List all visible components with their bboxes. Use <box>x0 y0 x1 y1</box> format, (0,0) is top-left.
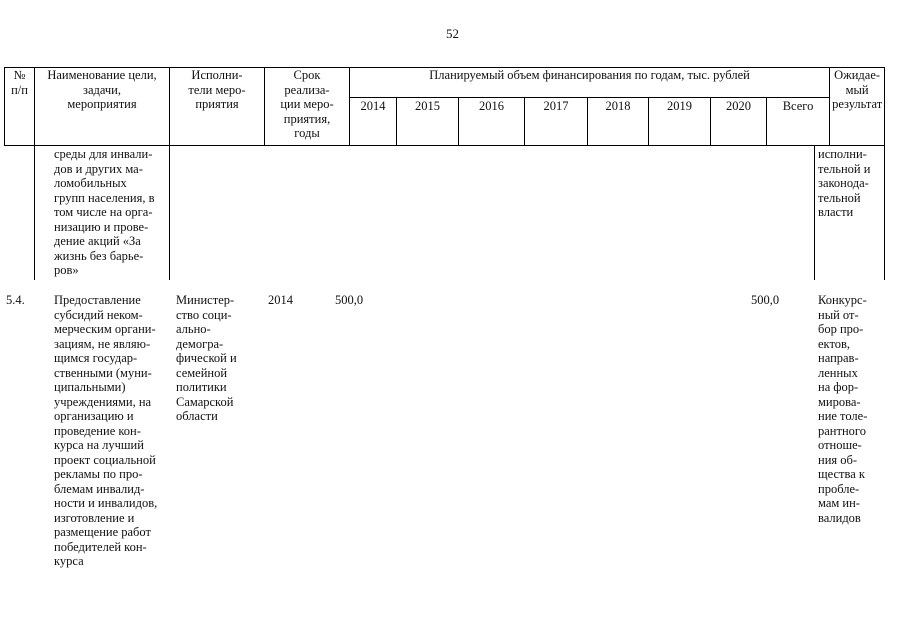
activity-name: Предоставление субсидий неком- мерческим органи- зациям, не являю- щимся государ- ственными (муни- ципальными) учреждениями, на организацию и проведение кон- курса на лучший проект социальной рекламы по про- блемам инвалид- ности и инвалидов, изготовление и размещение работ победителей кон- курса <box>54 293 158 568</box>
col-result-label: Ожидае- мый результат <box>832 68 883 111</box>
year-2014-header: 2014 <box>350 98 397 146</box>
continued-activity-name: среды для инвали- дов и других ма- ломобильных групп населения, в том числе на орга- низацию и прове- дение акций «За жизнь без барье- ров» <box>54 147 155 277</box>
cont-border-1 <box>34 145 35 280</box>
col-num-label: № п/п <box>11 68 28 97</box>
row-number: 5.4. <box>6 293 25 307</box>
col-funding-header <box>350 68 830 98</box>
col-funding-label: Планируемый объем финансирования по годам, тыс. рублей <box>429 68 750 82</box>
col-term-label: Срок реализа- ции меро- приятия, годы <box>280 68 334 140</box>
financing-table-header <box>4 67 885 146</box>
continued-expected-result: исполни- тельной и законода- тельной власти <box>818 147 871 219</box>
year-2019-header: 2019 <box>649 98 711 146</box>
col-name-header <box>35 68 170 146</box>
activity-term: 2014 <box>268 293 293 307</box>
cont-border-4 <box>884 145 885 280</box>
cont-border-2 <box>169 145 170 280</box>
year-total-header: Всего <box>767 98 830 146</box>
col-result-header <box>830 68 885 146</box>
year-2017-header: 2017 <box>525 98 588 146</box>
year-2020-header: 2020 <box>711 98 767 146</box>
col-term-header <box>265 68 350 146</box>
col-name-label: Наименование цели, задачи, мероприятия <box>47 68 157 111</box>
year-2015-header: 2015 <box>397 98 459 146</box>
col-executor-label: Исполни- тели меро- приятия <box>188 68 246 111</box>
cont-border-3 <box>814 145 815 280</box>
activity-executor: Министер- ство соци- ально- демогра- фической и семейной политики Самарской области <box>176 293 237 423</box>
year-2018-header: 2018 <box>588 98 649 146</box>
col-executor-header <box>170 68 265 146</box>
funding-2014-value: 500,0 <box>335 293 364 307</box>
year-2016-header: 2016 <box>459 98 525 146</box>
page-number: 52 <box>446 26 459 41</box>
funding-total-value: 500,0 <box>751 293 780 307</box>
col-num-header <box>5 68 35 146</box>
expected-result: Конкурс- ный от- бор про- ектов, направ- ленных на фор- мирова- ние толе- рантного отноше- ния об- щества к пробле- мам ин- валидов <box>818 293 868 525</box>
